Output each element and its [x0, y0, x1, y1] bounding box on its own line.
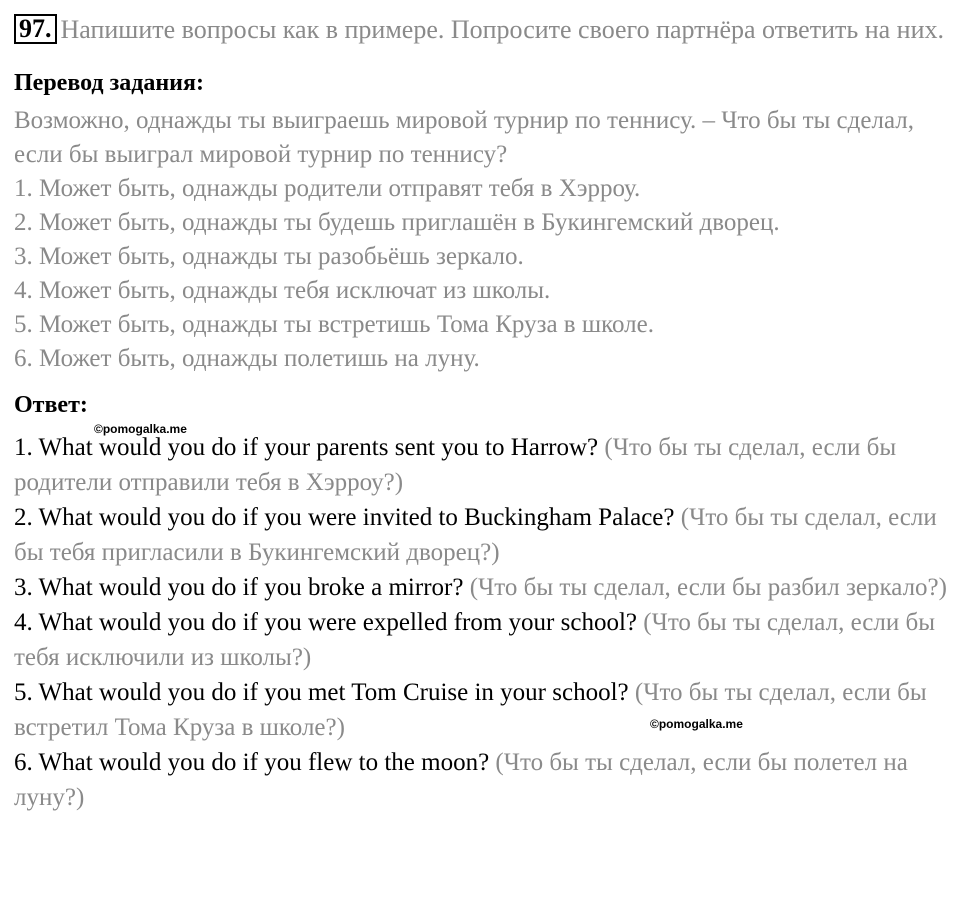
- document-page: [14, 12, 949, 815]
- answer-russian: (Что бы ты сделал, если бы встретил Тома Круза в школе?): [14, 679, 927, 741]
- translation-item: 4. Может быть, однажды тебя исключат из школы.: [14, 277, 551, 304]
- watermark: ©pomogalka.me: [94, 422, 187, 436]
- answer-item: [14, 675, 949, 745]
- translation-item: 3. Может быть, однажды ты разобьёшь зеркало.: [14, 243, 524, 270]
- translation-item: 5. Может быть, однажды ты встретишь Тома Круза в школе.: [14, 311, 654, 338]
- answer-russian: (Что бы ты сделал, если бы тебя исключили из школы?): [14, 609, 936, 671]
- answer-list: [14, 430, 949, 815]
- answer-english: 5. What would you do if you met Tom Cruise in your school?: [14, 679, 629, 706]
- answer-item: [14, 570, 949, 605]
- answer-english: 4. What would you do if you were expelled from your school?: [14, 609, 637, 636]
- translation-item: 2. Может быть, однажды ты будешь приглашён в Букингемский дворец.: [14, 209, 780, 236]
- translation-heading: Перевод задания:: [14, 70, 204, 96]
- answer-item: [14, 745, 949, 815]
- answer-russian: (Что бы ты сделал, если бы тебя пригласили в Букингемский дворец?): [14, 504, 937, 566]
- answer-russian: (Что бы ты сделал, если бы полетел на луну?): [14, 749, 908, 811]
- translation-item: 1. Может быть, однажды родители отправят тебя в Хэрроу.: [14, 175, 641, 202]
- answer-english: 2. What would you do if you were invited to Buckingham Palace?: [14, 504, 675, 531]
- task-number: 97.: [14, 14, 57, 44]
- answer-russian: (Что бы ты сделал, если бы родители отправили тебя в Хэрроу?): [14, 434, 897, 496]
- answer-heading: Ответ:: [14, 392, 88, 418]
- task-instruction: Напишите вопросы как в примере. Попросите своего партнёра ответить на них.: [60, 15, 944, 44]
- translation-example: Возможно, однажды ты выиграешь мировой турнир по теннису. – Что бы ты сделал, если бы выиграл мировой турнир по теннису?: [14, 107, 914, 168]
- answer-item: [14, 605, 949, 675]
- answer-english: 6. What would you do if you flew to the moon?: [14, 749, 490, 776]
- task-instruction-paragraph: [14, 12, 949, 48]
- answer-heading-block: [14, 390, 949, 436]
- answer-english: 3. What would you do if you broke a mirror?: [14, 574, 464, 601]
- answer-russian: (Что бы ты сделал, если бы разбил зеркало?): [469, 574, 947, 601]
- translation-item: 6. Может быть, однажды полетишь на луну.: [14, 345, 480, 372]
- answer-english: 1. What would you do if your parents sent you to Harrow?: [14, 434, 599, 461]
- answer-item: [14, 500, 949, 570]
- watermark: ©pomogalka.me: [650, 717, 743, 731]
